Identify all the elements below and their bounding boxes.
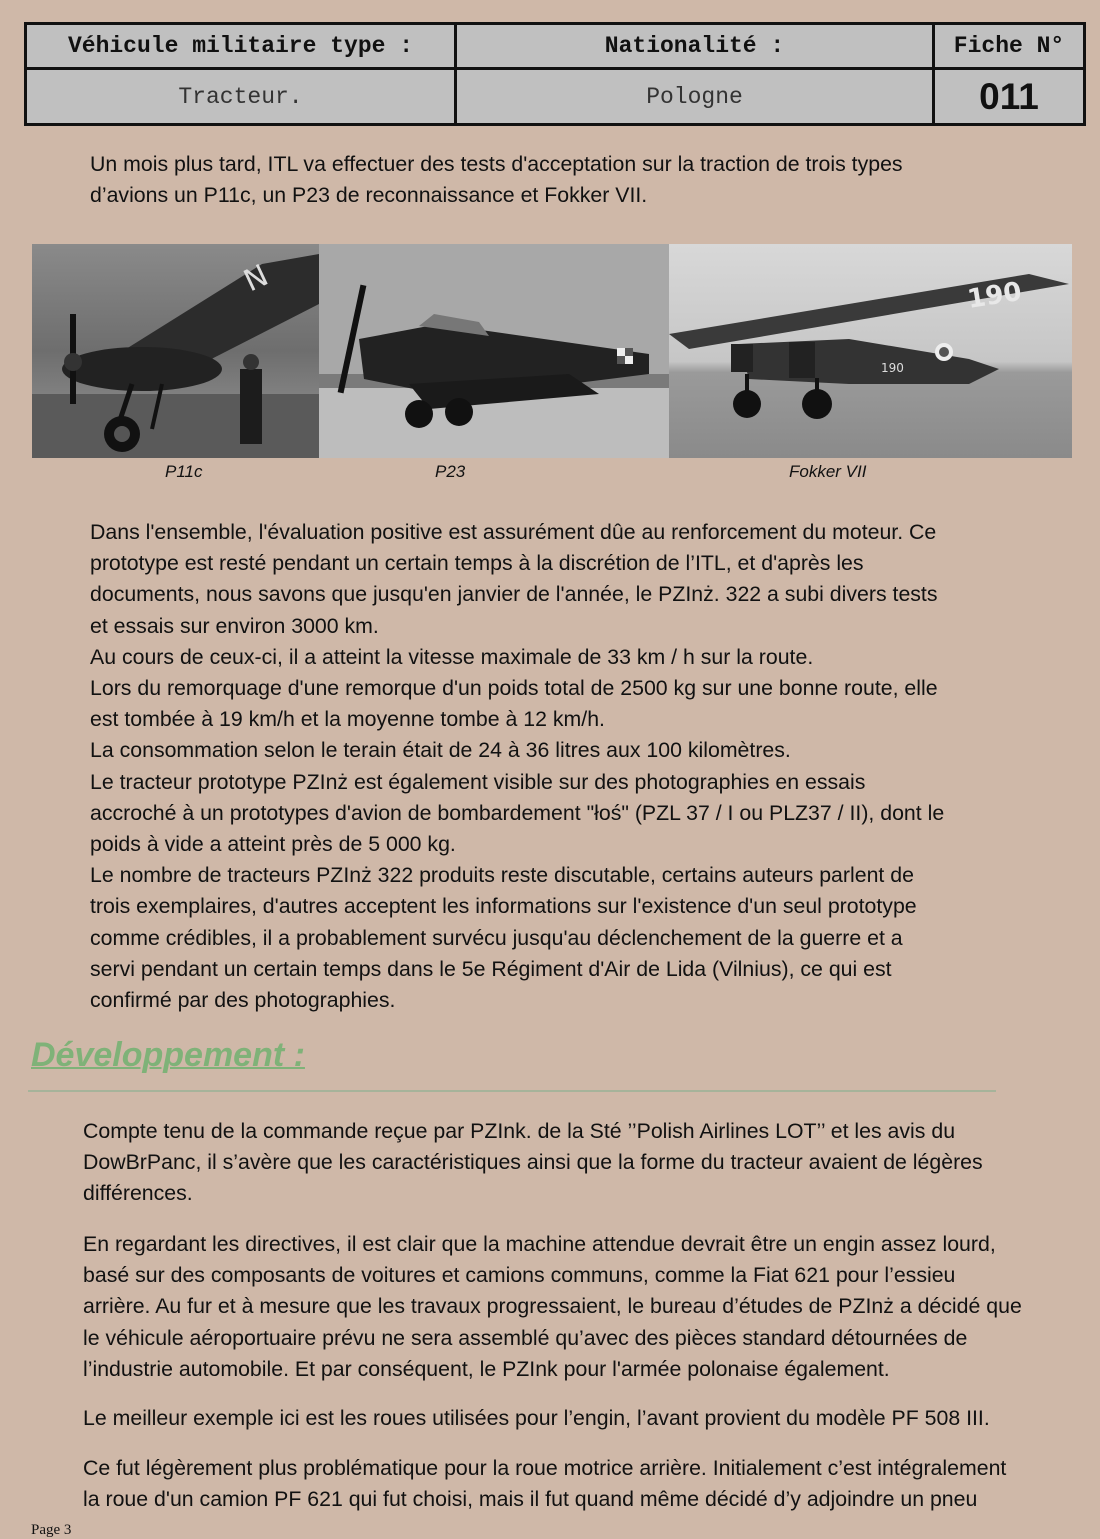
text-line: l’industrie automobile. Et par conséquent, le PZInk pour l'armée polonaise également. — [83, 1356, 890, 1381]
caption-p23: P23 — [435, 462, 466, 481]
text-line: trois exemplaires, d'autres acceptent les informations sur l'existence d'un seul prototype — [90, 894, 917, 919]
tail-letter: N — [238, 258, 274, 300]
text-line: différences. — [83, 1181, 193, 1206]
nationality-value: Pologne — [457, 70, 932, 123]
photo-p11c — [32, 244, 319, 458]
text-line: Le nombre de tracteurs PZInż 322 produits reste discutable, certains auteurs parlent de — [90, 863, 914, 888]
text-line: comme crédibles, il a probablement survécu jusqu'au déclenchement de la guerre et a — [90, 925, 903, 950]
text-line: d’avions un P11c, un P23 de reconnaissance et Fokker VII. — [90, 183, 648, 208]
text-line: Le meilleur exemple ici est les roues utilisées pour l’engin, l’avant provient du modèle PF 508 III. — [83, 1406, 990, 1430]
dev-paragraph-1 — [83, 1116, 983, 1210]
text-line: le véhicule aéroportuaire prévu ne sera assemblé qu’avec des pièces standard détournées de — [83, 1325, 968, 1350]
fiche-number: 011 — [935, 70, 1083, 123]
header-table — [24, 22, 1086, 126]
type-label: Véhicule militaire type : — [27, 25, 454, 67]
text-line: La consommation selon le terain était de 24 à 36 litres aux 100 kilomètres. — [90, 738, 791, 763]
wing-marking: 190 — [965, 276, 1024, 315]
body-paragraph — [90, 517, 944, 1016]
dev-paragraph-2 — [83, 1229, 1022, 1385]
text-line: Compte tenu de la commande reçue par PZInk. de la Sté ’’Polish Airlines LOT’’ et les avis du — [83, 1119, 956, 1143]
text-line: la roue d'un camion PF 621 qui fut choisi, mais il fut quand même décidé d’y adjoindre un pneu — [83, 1487, 978, 1512]
dev-paragraph-3 — [83, 1403, 990, 1434]
type-value: Tracteur. — [27, 70, 454, 123]
dev-paragraph-4 — [83, 1453, 1006, 1515]
text-line: et essais sur environ 3000 km. — [90, 613, 379, 638]
section-divider — [28, 1090, 996, 1092]
text-line: Un mois plus tard, ITL va effectuer des tests d'acceptation sur la traction de trois types — [90, 152, 903, 176]
nationality-label: Nationalité : — [457, 25, 932, 67]
fiche-label: Fiche N° — [935, 25, 1083, 67]
caption-p11c: P11c — [165, 462, 203, 481]
text-line: accroché à un prototypes d'avion de bombardement "łoś" (PZL 37 / I ou PLZ37 / II), dont le — [90, 800, 945, 825]
text-line: Ce fut légèrement plus problématique pour la roue motrice arrière. Initialement c’est intégralement — [83, 1456, 1007, 1480]
text-line: est tombée à 19 km/h et la moyenne tombe à 12 km/h. — [90, 707, 605, 732]
fuselage-marking: 190 — [881, 361, 904, 375]
text-line: confirmé par des photographies. — [90, 988, 396, 1013]
text-line: basé sur des composants de voitures et camions communs, comme la Fiat 621 pour l’essieu — [83, 1263, 956, 1288]
text-line: Le tracteur prototype PZInż est également visible sur des photographies en essais — [90, 769, 866, 794]
text-line: documents, nous savons que jusqu'en janvier de l'année, le PZInż. 322 a subi divers tests — [90, 582, 938, 607]
text-line: Lors du remorquage d'une remorque d'un poids total de 2500 kg sur une bonne route, elle — [90, 676, 938, 701]
photo-fokker — [669, 244, 1072, 458]
text-line: Dans l'ensemble, l'évaluation positive est assurément dûe au renforcement du moteur. Ce — [90, 520, 937, 544]
intro-paragraph — [90, 149, 903, 211]
text-line: Au cours de ceux-ci, il a atteint la vitesse maximale de 33 km / h sur la route. — [90, 644, 814, 669]
text-line: DowBrPanc, il s’avère que les caractéristiques ainsi que la forme du tracteur avaient de légères — [83, 1150, 983, 1175]
text-line: poids à vide a atteint près de 5 000 kg. — [90, 832, 456, 857]
text-line: servi pendant un certain temps dans le 5e Régiment d'Air de Lida (Vilnius), ce qui est — [90, 956, 892, 981]
section-title: Développement : — [31, 1036, 305, 1074]
aircraft-photos — [32, 244, 1072, 458]
caption-fokker: Fokker VII — [789, 462, 867, 481]
text-line: arrière. Au fur et à mesure que les travaux progressaient, le bureau d’études de PZInż a décidé que — [83, 1294, 1022, 1319]
text-line: prototype est resté pendant un certain temps à la discrétion de l’ITL, et d'après les — [90, 551, 864, 576]
text-line: En regardant les directives, il est clair que la machine attendue devrait être un engin assez lourd, — [83, 1232, 996, 1256]
page-number: Page 3 — [31, 1522, 72, 1538]
photo-p23 — [319, 244, 669, 458]
